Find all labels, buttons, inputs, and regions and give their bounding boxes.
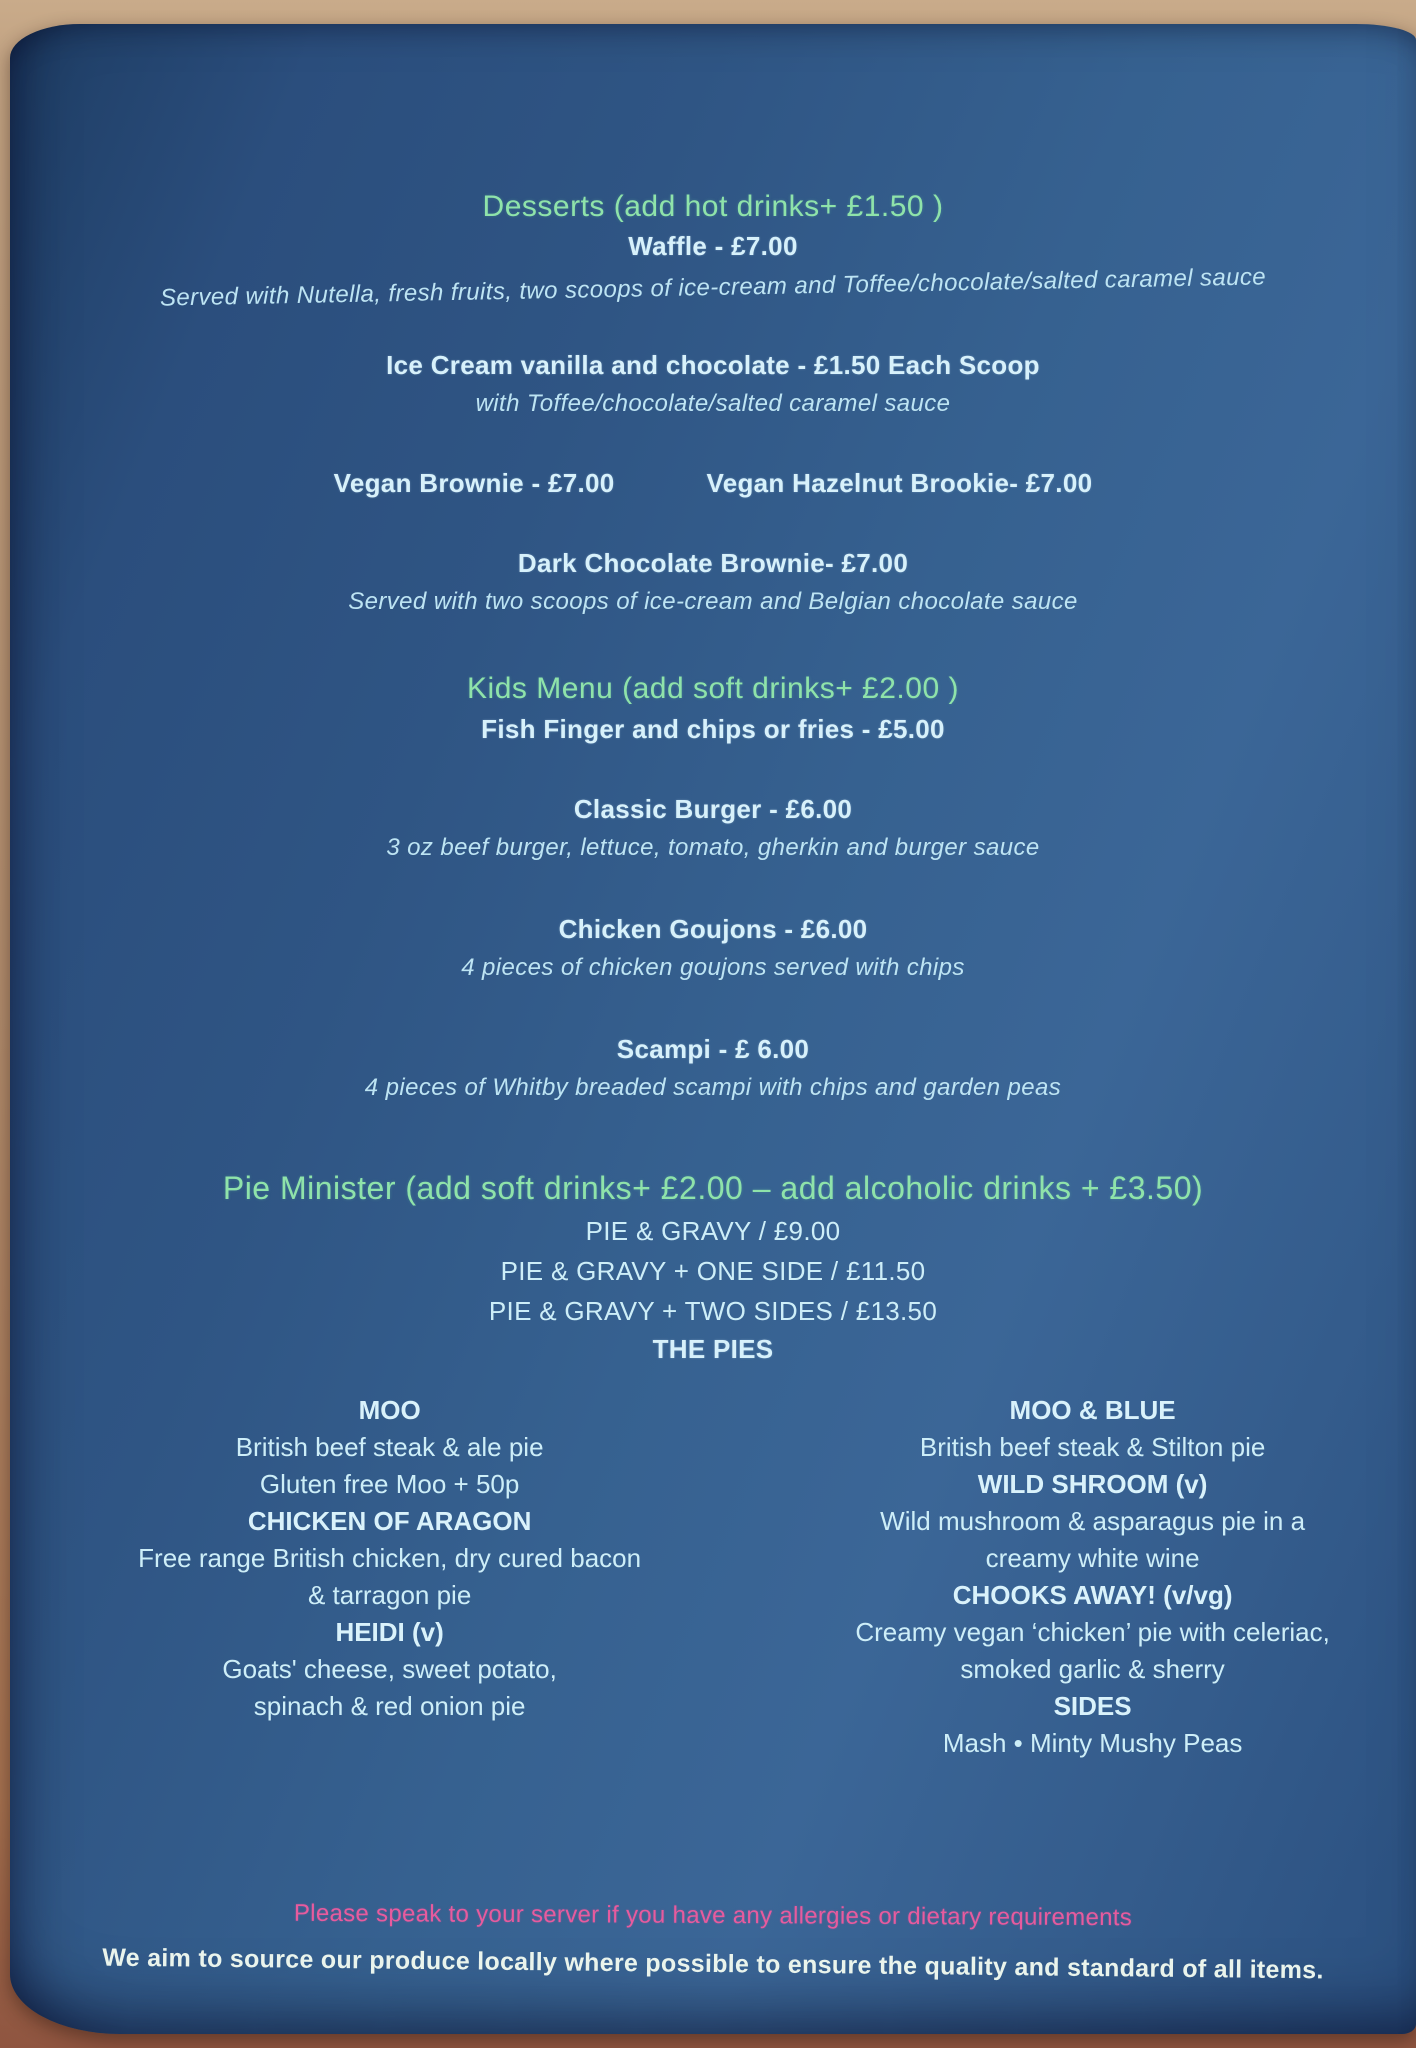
vegan-brookie-item: Vegan Hazelnut Brookie- £7.00	[706, 468, 1093, 498]
the-pies-title: THE PIES	[652, 1334, 774, 1364]
pie-desc-wild-shroom-1: Wild mushroom & asparagus pie in a	[880, 1506, 1306, 1536]
pie-name-moo-and-blue: MOO & BLUE	[1009, 1395, 1176, 1425]
pie-desc-chooks-away-1: Creamy vegan ‘chicken’ pie with celeriac,	[855, 1617, 1330, 1647]
pies-right-column	[769, 1392, 1416, 1762]
sides-list: Mash • Minty Mushy Peas	[942, 1728, 1243, 1758]
menu-page	[10, 24, 1416, 2034]
pie-desc-moo-and-blue: British beef steak & Stilton pie	[919, 1432, 1266, 1462]
chicken-goujons-description: 4 pieces of chicken goujons served with chips	[461, 954, 965, 981]
scampi-description: 4 pieces of Whitby breaded scampi with chips and garden peas	[364, 1074, 1062, 1101]
scampi-item: Scampi - £ 6.00	[616, 1034, 810, 1064]
pie-gravy-one-side-option: PIE & GRAVY + ONE SIDE / £11.50	[500, 1256, 926, 1286]
ice-cream-description: with Toffee/chocolate/salted caramel sauce	[475, 390, 951, 417]
pie-desc-chooks-away-2: smoked garlic & sherry	[960, 1654, 1225, 1684]
classic-burger-item: Classic Burger - £6.00	[573, 794, 853, 824]
pie-name-heidi: HEIDI (v)	[335, 1617, 444, 1647]
dark-brownie-item: Dark Chocolate Brownie- £7.00	[517, 548, 909, 578]
pies-left-column	[10, 1392, 769, 1762]
allergy-notice: Please speak to your server if you have any allergies or dietary requirements	[293, 1899, 1133, 1932]
brownie-row	[10, 468, 1416, 499]
pie-minister-section-heading: Pie Minister (add soft drinks+ £2.00 – add alcoholic drinks + £3.50)	[222, 1170, 1204, 1206]
pie-name-moo: MOO	[358, 1395, 421, 1425]
pie-desc-wild-shroom-2: creamy white wine	[985, 1543, 1200, 1573]
waffle-item: Waffle - £7.00	[628, 231, 798, 261]
sides-title: SIDES	[1053, 1691, 1132, 1721]
classic-burger-description: 3 oz beef burger, lettuce, tomato, gherkin and burger sauce	[386, 834, 1040, 861]
pie-desc-heidi-1: Goats' cheese, sweet potato,	[222, 1654, 557, 1684]
desserts-section-heading: Desserts (add hot drinks+ £1.50 )	[482, 190, 944, 223]
sourcing-note: We aim to source our produce locally where possible to ensure the quality and standard of all items.	[102, 1943, 1324, 1985]
dark-brownie-description: Served with two scoops of ice-cream and Belgian chocolate sauce	[348, 588, 1078, 615]
pie-name-chicken-of-aragon: CHICKEN OF ARAGON	[247, 1506, 532, 1536]
pie-desc-chicken-of-aragon-2: & tarragon pie	[307, 1580, 472, 1610]
vegan-brownie-item: Vegan Brownie - £7.00	[333, 468, 615, 498]
kids-menu-section-heading: Kids Menu (add soft drinks+ £2.00 )	[467, 672, 959, 705]
pie-desc-heidi-2: spinach & red onion pie	[253, 1691, 526, 1721]
pie-gravy-option: PIE & GRAVY / £9.00	[585, 1216, 841, 1246]
pie-gravy-two-sides-option: PIE & GRAVY + TWO SIDES / £13.50	[488, 1296, 938, 1326]
fish-finger-item: Fish Finger and chips or fries - £5.00	[481, 714, 945, 744]
pie-name-wild-shroom: WILD SHROOM (v)	[977, 1469, 1208, 1499]
pie-desc-moo: British beef steak & ale pie	[235, 1432, 544, 1462]
pie-desc-chicken-of-aragon-1: Free range British chicken, dry cured bacon	[138, 1543, 642, 1573]
chicken-goujons-item: Chicken Goujons - £6.00	[558, 914, 868, 944]
ice-cream-item: Ice Cream vanilla and chocolate - £1.50 Each Scoop	[386, 350, 1040, 380]
waffle-description: Served with Nutella, fresh fruits, two scoops of ice-cream and Toffee/chocolate/salted caramel sauce	[159, 263, 1267, 312]
pies-columns	[10, 1392, 1416, 1762]
pie-note-gluten-free-moo: Gluten free Moo + 50p	[259, 1469, 520, 1499]
pie-name-chooks-away: CHOOKS AWAY! (v/vg)	[952, 1580, 1233, 1610]
